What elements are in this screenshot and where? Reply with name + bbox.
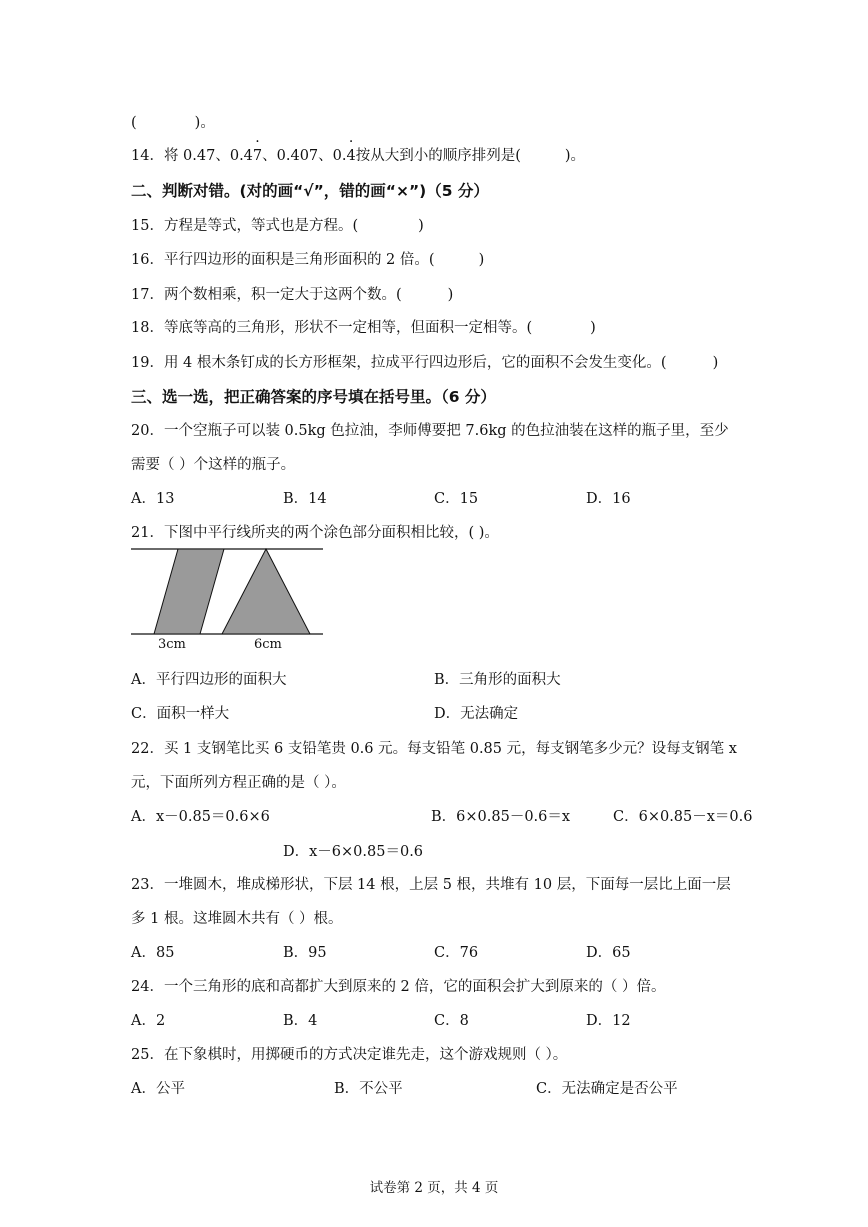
q23-option-d[interactable]: D．65 xyxy=(586,945,631,961)
q22-option-d[interactable]: D．x－6×0.85＝0.6 xyxy=(283,844,424,860)
question-25-line-1: 25．在下象棋时，用掷硬币的方式决定谁先走，这个游戏规则（ ）。 xyxy=(131,1047,568,1063)
parallel-lines-figure xyxy=(131,540,331,655)
q21-option-d[interactable]: D．无法确定 xyxy=(434,706,519,722)
q24-option-a[interactable]: A．2 xyxy=(131,1013,166,1029)
q13-answer-blank[interactable]: ( )。 xyxy=(131,115,215,131)
question-23-line-2: 多 1 根。这堆圆木共有（ ）根。 xyxy=(131,911,343,927)
q20-option-d[interactable]: D．16 xyxy=(586,491,631,507)
question-24-line-1: 24．一个三角形的底和高都扩大到原来的 2 倍，它的面积会扩大到原来的（ ）倍。 xyxy=(131,979,666,995)
q20-option-a[interactable]: A．13 xyxy=(131,491,175,507)
shaded-triangle xyxy=(222,549,310,634)
q24-option-d[interactable]: D．12 xyxy=(586,1013,631,1029)
question-14: 14．将 0.47、0.47 ·、0.407、0.4 ·按从大到小的顺序排列是( )。 xyxy=(131,146,585,166)
question-21-line-1: 21．下图中平行线所夹的两个涂色部分面积相比较，( )。 xyxy=(131,525,499,541)
q22-option-a[interactable]: A．x－0.85＝0.6×6 xyxy=(131,809,270,825)
question-18: 18．等底等高的三角形，形状不一定相等，但面积一定相等。( ) xyxy=(131,320,596,336)
q23-option-b[interactable]: B．95 xyxy=(283,945,327,961)
section-2-heading: 二、判断对错。(对的画“√”，错的画“×”)（5 分） xyxy=(131,182,489,200)
page-footer: 试卷第 2 页，共 4 页 xyxy=(369,1180,499,1196)
recurring-digit-7: 7 · xyxy=(253,146,262,166)
q25-option-c[interactable]: C．无法确定是否公平 xyxy=(536,1081,678,1097)
q22-option-c[interactable]: C．6×0.85－x＝0.6 xyxy=(613,809,753,825)
question-23-line-1: 23．一堆圆木，堆成梯形状，下层 14 根，上层 5 根，共堆有 10 层，下面每一层比上面一层 xyxy=(131,877,731,893)
question-15: 15．方程是等式，等式也是方程。( ) xyxy=(131,218,424,234)
question-22-line-1: 22．买 1 支钢笔比买 6 支铅笔贵 0.6 元。每支铅笔 0.85 元，每支钢笔多少元？设每支钢笔 x xyxy=(131,741,737,757)
q23-option-c[interactable]: C．76 xyxy=(434,945,479,961)
question-16: 16．平行四边形的面积是三角形面积的 2 倍。( ) xyxy=(131,252,485,268)
shaded-parallelogram xyxy=(154,549,224,634)
q21-option-c[interactable]: C．面积一样大 xyxy=(131,706,230,722)
q20-option-c[interactable]: C．15 xyxy=(434,491,479,507)
q21-option-b[interactable]: B．三角形的面积大 xyxy=(434,672,561,688)
label-3cm: 3cm xyxy=(158,637,186,652)
q22-option-b[interactable]: B．6×0.85－0.6＝x xyxy=(431,809,571,825)
label-6cm: 6cm xyxy=(254,637,282,652)
q21-option-a[interactable]: A．平行四边形的面积大 xyxy=(131,672,287,688)
section-3-heading: 三、选一选，把正确答案的序号填在括号里。（6 分） xyxy=(131,388,496,406)
q24-option-c[interactable]: C．8 xyxy=(434,1013,469,1029)
q23-option-a[interactable]: A．85 xyxy=(131,945,175,961)
question-22-line-2: 元，下面所列方程正确的是（ ）。 xyxy=(131,775,346,791)
question-17: 17．两个数相乘，积一定大于这两个数。( ) xyxy=(131,287,454,303)
recurring-digit-4: 4 · xyxy=(347,146,356,166)
question-20-line-2: 需要（ ）个这样的瓶子。 xyxy=(131,457,296,473)
q24-option-b[interactable]: B．4 xyxy=(283,1013,318,1029)
q20-option-b[interactable]: B．14 xyxy=(283,491,327,507)
q25-option-b[interactable]: B．不公平 xyxy=(334,1081,403,1097)
question-20-line-1: 20．一个空瓶子可以装 0.5kg 色拉油，李师傅要把 7.6kg 的色拉油装在这样的瓶子里，至少 xyxy=(131,423,729,439)
question-19: 19．用 4 根木条钉成的长方形框架，拉成平行四边形后，它的面积不会发生变化。( ) xyxy=(131,355,719,371)
q25-option-a[interactable]: A．公平 xyxy=(131,1081,185,1097)
